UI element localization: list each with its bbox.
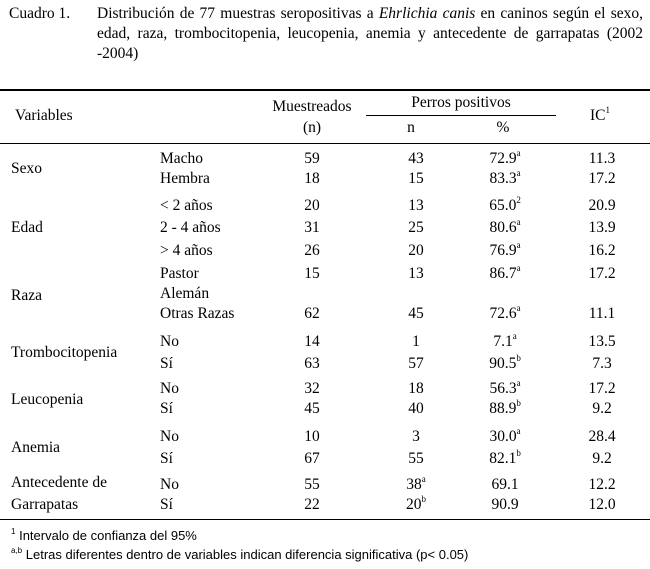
group-label: Anemia — [11, 439, 61, 456]
cell-positivos-pct — [470, 377, 540, 398]
cell-ic: 17.2 — [588, 265, 616, 282]
group-label: Leucopenia — [11, 391, 84, 408]
caption-number: Cuadro 1. — [9, 5, 71, 22]
cell-muestreados: 15 — [304, 265, 320, 282]
caption-post: en caninos según el sexo, edad, raza, trombocitopenia, leucopenia, anemia y antecedente de garrapatas (2002 -2004) — [97, 5, 643, 62]
row-category-line2: Alemán — [160, 285, 210, 302]
cell-pct-value: 30.0 — [489, 428, 517, 445]
cell-ic: 12.2 — [588, 476, 616, 493]
cell-pct-value: 69.1 — [491, 476, 519, 493]
cell-positivos-n — [396, 197, 436, 215]
group-label: Sexo — [11, 160, 42, 177]
header-ic: $IC^1$ — [590, 104, 610, 124]
caption-pre: Distribución de 77 muestras seropositivas a — [97, 5, 374, 22]
cell-pct-superscript: b — [516, 447, 521, 458]
cell-n-value: 43 — [408, 150, 424, 167]
cell-pct-superscript: a — [516, 216, 521, 227]
cell-n-value: 57 — [408, 355, 424, 372]
cell-pct-value: 86.7 — [489, 265, 517, 282]
cell-n-value: 13 — [408, 265, 424, 282]
cell-ic: 16.2 — [588, 242, 616, 259]
cell-ic: 9.2 — [592, 400, 612, 417]
group-label: Antecedente de — [11, 474, 107, 491]
cell-pct-superscript: a — [516, 262, 521, 273]
row-category: Sí — [160, 355, 173, 372]
cell-n-value: 20 — [406, 496, 422, 513]
cell-muestreados: 20 — [304, 197, 320, 214]
cell-positivos-pct — [470, 447, 540, 468]
caption-species: Ehrlichia canis — [378, 5, 476, 22]
row-category: < 2 años — [160, 197, 213, 214]
cell-ic: 20.9 — [588, 197, 616, 214]
cell-positivos-n — [396, 242, 436, 260]
row-category: Sí — [160, 400, 173, 417]
cell-positivos-pct — [470, 216, 540, 237]
row-category: 2 - 4 años — [160, 219, 221, 236]
row-category: No — [160, 428, 179, 445]
cell-ic: 9.2 — [592, 450, 612, 467]
row-category: No — [160, 333, 179, 350]
cell-positivos-n — [396, 450, 436, 468]
cell-ic: 17.2 — [588, 170, 616, 187]
cell-positivos-pct — [470, 425, 540, 446]
positivos-rule — [366, 115, 556, 116]
footnote-2: $^{a,b}$ Letras diferentes dentro de variables indican diferencia significativa (p< 0.05) — [11, 545, 469, 562]
cell-positivos-pct — [470, 476, 540, 494]
cell-n-value: 55 — [408, 450, 424, 467]
cell-n-value: 20 — [408, 242, 424, 259]
row-category: Hembra — [160, 170, 210, 187]
cell-ic: 28.4 — [588, 428, 616, 445]
cell-pct-superscript: a — [512, 330, 517, 341]
cell-positivos-n — [396, 473, 436, 494]
cell-muestreados: 22 — [304, 496, 320, 513]
cell-positivos-n — [396, 428, 436, 446]
row-category: Sí — [160, 450, 173, 467]
row-category: No — [160, 476, 179, 493]
cell-ic: 7.3 — [592, 355, 612, 372]
cell-ic: 11.3 — [588, 150, 616, 167]
cell-n-value: 3 — [412, 428, 420, 445]
cell-pct-value: 56.3 — [489, 380, 517, 397]
cell-positivos-n — [396, 380, 436, 398]
cell-pct-value: 76.9 — [489, 242, 517, 259]
cell-pct-superscript: a — [516, 302, 521, 313]
top-rule — [0, 89, 650, 91]
cell-positivos-pct — [470, 167, 540, 188]
header-muestreados-n: (n) — [302, 119, 322, 136]
cell-muestreados: 10 — [304, 428, 320, 445]
cell-positivos-n — [396, 333, 436, 351]
cell-pct-value: 90.5 — [489, 355, 517, 372]
cell-n-value: 15 — [408, 170, 424, 187]
footnote-1: $^1$ Intervalo de confianza del 95% — [11, 526, 197, 543]
cell-muestreados: 67 — [304, 450, 320, 467]
cell-ic: 13.5 — [588, 333, 616, 350]
row-category: > 4 años — [160, 242, 213, 259]
cell-positivos-pct — [470, 239, 540, 260]
cell-pct-value: 90.9 — [491, 496, 519, 513]
cell-pct-superscript: a — [516, 377, 521, 388]
cell-muestreados: 62 — [304, 305, 320, 322]
cell-n-value: 38 — [406, 476, 422, 493]
header-rule — [0, 143, 650, 144]
cell-muestreados: 55 — [304, 476, 320, 493]
cell-pct-superscript: b — [516, 397, 521, 408]
row-category: Sí — [160, 496, 173, 513]
cell-ic: 12.0 — [588, 496, 616, 513]
cell-positivos-n — [396, 305, 436, 323]
cell-pct-superscript: a — [516, 147, 521, 158]
cell-ic: 11.1 — [588, 305, 616, 322]
cell-muestreados: 31 — [304, 219, 320, 236]
cell-pct-superscript: a — [516, 167, 521, 178]
cell-muestreados: 45 — [304, 400, 320, 417]
cell-ic: 17.2 — [588, 380, 616, 397]
cell-pct-value: 65.0 — [489, 197, 517, 214]
cell-n-value: 40 — [408, 400, 424, 417]
header-pos-pct: % — [496, 119, 510, 136]
cell-ic: 13.9 — [588, 219, 616, 236]
cell-positivos-pct — [470, 352, 540, 373]
cell-n-superscript: a — [421, 473, 426, 484]
row-category: Otras Razas — [160, 305, 235, 322]
cell-positivos-pct — [470, 397, 540, 418]
cell-positivos-pct — [470, 147, 540, 168]
cell-pct-value: 83.3 — [489, 170, 517, 187]
ic-superscript: 1 — [605, 104, 610, 115]
cell-positivos-n — [396, 265, 436, 283]
cell-muestreados: 63 — [304, 355, 320, 372]
row-category: Macho — [160, 150, 204, 167]
cell-positivos-n — [396, 150, 436, 168]
group-label-line2: Garrapatas — [11, 496, 79, 513]
cell-pct-value: 88.9 — [489, 400, 517, 417]
cell-positivos-pct — [470, 302, 540, 323]
cell-pct-value: 82.1 — [489, 450, 517, 467]
cell-positivos-n — [396, 355, 436, 373]
cell-pct-value: 80.6 — [489, 219, 517, 236]
caption-text — [97, 4, 643, 64]
cell-pct-value: 72.9 — [489, 150, 517, 167]
header-muestreados: Muestreados — [272, 98, 352, 115]
header-variables: Variables — [15, 107, 73, 124]
header-positivos: Perros positivos — [411, 94, 511, 111]
header-pos-n: n — [407, 119, 415, 136]
cell-pct-value: 72.6 — [489, 305, 517, 322]
group-label: Raza — [11, 287, 42, 304]
cell-positivos-n — [396, 400, 436, 418]
cell-n-value: 13 — [408, 197, 424, 214]
row-category: No — [160, 380, 179, 397]
group-label: Trombocitopenia — [11, 344, 118, 361]
cell-pct-superscript: a — [516, 239, 521, 250]
cell-muestreados: 59 — [304, 150, 320, 167]
cell-muestreados: 18 — [304, 170, 320, 187]
cell-positivos-n — [396, 493, 436, 514]
cell-muestreados: 14 — [304, 333, 320, 350]
cell-pct-value: 7.1 — [493, 333, 513, 350]
cell-pct-superscript: a — [516, 425, 521, 436]
cell-positivos-pct — [470, 330, 540, 351]
cell-n-value: 45 — [408, 305, 424, 322]
cell-positivos-pct — [470, 194, 540, 215]
bottom-rule — [0, 519, 650, 520]
cell-positivos-pct — [470, 262, 540, 283]
cell-positivos-pct — [470, 496, 540, 514]
cell-pct-superscript: b — [516, 352, 521, 363]
group-label: Edad — [11, 219, 43, 236]
cell-n-superscript: b — [421, 493, 426, 504]
cell-n-value: 25 — [408, 219, 424, 236]
cell-n-value: 1 — [412, 333, 420, 350]
row-category: Pastor — [160, 265, 199, 282]
cell-muestreados: 32 — [304, 380, 320, 397]
cell-muestreados: 26 — [304, 242, 320, 259]
cell-positivos-n — [396, 170, 436, 188]
cell-positivos-n — [396, 219, 436, 237]
cell-pct-superscript: 2 — [516, 194, 521, 205]
cell-n-value: 18 — [408, 380, 424, 397]
